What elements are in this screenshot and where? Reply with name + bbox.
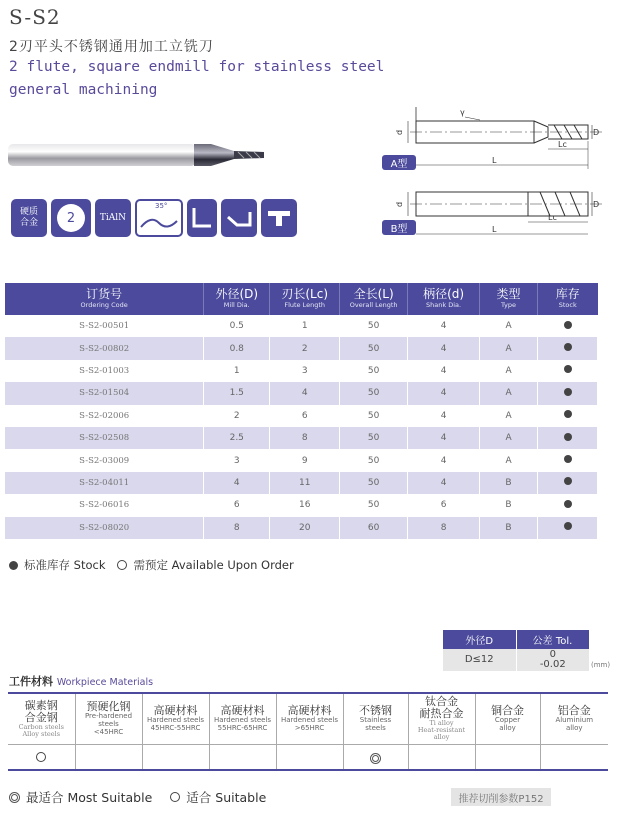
stock-dot-icon: [564, 522, 572, 530]
cell-shank-dia: 6: [408, 494, 480, 516]
material-suitability: [8, 744, 75, 770]
suitability-legend: [9, 788, 266, 806]
material-name-cn: 铝合金: [557, 704, 591, 718]
material-name-cn: 碳素钢 合金钢: [24, 698, 58, 724]
cell-mill-dia: 1.5: [204, 382, 270, 404]
cell-overall-length: 50: [340, 382, 408, 404]
stock-dot-icon: [564, 410, 572, 418]
diagram-b-D: D: [593, 200, 600, 209]
cell-type: A: [480, 427, 538, 449]
cell-type: A: [480, 360, 538, 382]
square-end-icon: [187, 199, 217, 237]
cell-ordering-code: S-S2-06016: [5, 494, 204, 516]
material-name-cn: 高硬材料: [287, 704, 332, 718]
tol-header-dia: 外径D: [443, 630, 516, 649]
cell-shank-dia: 4: [408, 360, 480, 382]
material-name-cn: 不锈钢: [359, 704, 392, 718]
cell-ordering-code: S-S2-02508: [5, 427, 204, 449]
cell-overall-length: 50: [340, 337, 408, 359]
material-suitability: [142, 744, 209, 770]
most-suitable-circle-icon: [370, 753, 381, 764]
diagram-a-L: L: [492, 156, 497, 165]
table-row: [5, 360, 598, 382]
cell-flute-length: 8: [270, 427, 340, 449]
tolerance-table: [443, 630, 590, 671]
material-name-en: Pre-hardened steels <45HRC: [84, 712, 133, 736]
cell-stock: [538, 449, 598, 471]
material-name-en: Hardened steels 45HRC-55HRC: [146, 716, 205, 732]
product-name-en-line1: 2 flute, square endmill for stainless steel: [9, 59, 385, 75]
hollow-circle-icon: [117, 560, 127, 570]
material-suitability: [343, 744, 408, 770]
material-suitability: [540, 744, 608, 770]
material-header: [209, 693, 276, 744]
tol-upper: 0: [549, 649, 556, 660]
coating-icon: [95, 199, 131, 237]
cell-type: A: [480, 405, 538, 427]
table-row: [5, 427, 598, 449]
tol-dia-value: D≤12: [443, 649, 516, 671]
cell-flute-length: 11: [270, 472, 340, 494]
header-ordering-code: 订货号 Ordering Code: [5, 283, 204, 315]
material-suitability: [408, 744, 475, 770]
cell-flute-length: 20: [270, 517, 340, 539]
material-name-cn: 高硬材料: [153, 704, 198, 718]
carbide-label-2: 合金: [19, 218, 38, 228]
cell-overall-length: 50: [340, 427, 408, 449]
material-suitability: [475, 744, 540, 770]
material-header: [540, 693, 608, 744]
material-header: [142, 693, 209, 744]
cell-stock: [538, 405, 598, 427]
cell-shank-dia: 4: [408, 315, 480, 337]
cell-mill-dia: 0.5: [204, 315, 270, 337]
cell-mill-dia: 2: [204, 405, 270, 427]
cell-flute-length: 16: [270, 494, 340, 516]
material-name-en: Ti alloy Heat-resistant alloy: [417, 719, 466, 742]
cell-mill-dia: 0.8: [204, 337, 270, 359]
material-header: [475, 693, 540, 744]
cell-shank-dia: 4: [408, 427, 480, 449]
material-name-en: Stainless steels: [359, 716, 392, 732]
stock-dot-icon: [564, 343, 572, 351]
legend-upon-order: 需预定 Available Upon Order: [133, 558, 294, 572]
product-name-cn: 2刃平头不锈钢通用加工立铣刀: [9, 39, 214, 55]
cell-mill-dia: 4: [204, 472, 270, 494]
cell-ordering-code: S-S2-03009: [5, 449, 204, 471]
suitable-circle-icon: [36, 752, 46, 762]
material-name-en: Hardened steels >65HRC: [280, 716, 339, 732]
diagram-a-d: d: [395, 129, 404, 135]
side-milling-icon: [221, 199, 257, 237]
legend-most-suitable: 最适合 Most Suitable: [26, 790, 153, 805]
slotting-icon: [261, 199, 297, 237]
cell-ordering-code: S-S2-00501: [5, 315, 204, 337]
diagram-a-D: D: [593, 128, 600, 137]
cell-flute-length: 2: [270, 337, 340, 359]
legend-suitable: 适合 Suitable: [186, 790, 267, 805]
cell-shank-dia: 4: [408, 382, 480, 404]
cell-mill-dia: 6: [204, 494, 270, 516]
table-row: [5, 315, 598, 337]
material-name-cn: 高硬材料: [220, 704, 265, 718]
header-type: 类型 Type: [480, 283, 538, 315]
material-name-cn: 铜合金: [491, 704, 524, 718]
cell-stock: [538, 337, 598, 359]
cell-flute-length: 6: [270, 405, 340, 427]
cell-overall-length: 60: [340, 517, 408, 539]
material-suitability: [209, 744, 276, 770]
cell-type: B: [480, 517, 538, 539]
single-circle-icon: [170, 792, 180, 802]
filled-dot-icon: [9, 561, 18, 570]
diagram-b-L: L: [492, 225, 497, 234]
material-suitability: [75, 744, 142, 770]
helix-angle-label: 35°: [155, 202, 168, 210]
cell-ordering-code: S-S2-02006: [5, 405, 204, 427]
cell-type: B: [480, 494, 538, 516]
cell-type: A: [480, 315, 538, 337]
cell-mill-dia: 1: [204, 360, 270, 382]
cell-stock: [538, 427, 598, 449]
stock-dot-icon: [564, 455, 572, 463]
header-mill-dia: 外径(D) Mill Dia.: [204, 283, 270, 315]
header-shank-dia: 柄径(d) Shank Dia.: [408, 283, 480, 315]
material-suitability: [276, 744, 343, 770]
stock-dot-icon: [564, 477, 572, 485]
carbide-label-1: 硬质: [19, 207, 38, 218]
cell-mill-dia: 8: [204, 517, 270, 539]
cell-type: A: [480, 382, 538, 404]
tol-value: [516, 649, 589, 671]
cutting-params-reference: 推荐切削参数P152: [451, 788, 551, 806]
material-header: [8, 693, 75, 744]
cell-flute-length: 1: [270, 315, 340, 337]
type-a-label: A型: [382, 155, 416, 170]
diagram-type-a: [390, 105, 612, 175]
table-row: [5, 405, 598, 427]
cell-shank-dia: 4: [408, 472, 480, 494]
cell-stock: [538, 472, 598, 494]
cell-flute-length: 4: [270, 382, 340, 404]
cell-ordering-code: S-S2-01003: [5, 360, 204, 382]
tol-unit: (mm): [591, 661, 611, 669]
helix-angle-icon: [135, 199, 183, 237]
cell-ordering-code: S-S2-08020: [5, 517, 204, 539]
table-row: [5, 382, 598, 404]
cell-stock: [538, 360, 598, 382]
cell-overall-length: 50: [340, 405, 408, 427]
material-header: [408, 693, 475, 744]
endmill-photo: [6, 138, 268, 172]
product-code: S-S2: [9, 5, 61, 29]
header-flute-length: 刃长(Lc) Flute Length: [270, 283, 340, 315]
material-name-cn: 钛合金 耐热合金: [419, 695, 464, 721]
cell-mill-dia: 3: [204, 449, 270, 471]
carbide-icon: [11, 199, 47, 237]
cell-shank-dia: 8: [408, 517, 480, 539]
product-name-en-line2: general machining: [9, 82, 158, 98]
diagram-a-Lc: Lc: [558, 140, 567, 149]
cell-overall-length: 50: [340, 449, 408, 471]
type-b-label: B型: [382, 220, 416, 235]
material-header: [343, 693, 408, 744]
flute-count-icon: [51, 199, 91, 237]
cell-mill-dia: 2.5: [204, 427, 270, 449]
table-header-row: [5, 283, 598, 315]
cell-overall-length: 50: [340, 360, 408, 382]
coating-label: TiAlN: [99, 213, 127, 223]
diagram-a-gamma: γ: [460, 108, 465, 117]
cell-overall-length: 50: [340, 315, 408, 337]
diagram-b-d: d: [395, 201, 404, 207]
material-name-en: Carbon steels Alloy steels: [18, 722, 64, 738]
tol-header-tol: 公差 Tol.: [516, 630, 589, 649]
stock-dot-icon: [564, 365, 572, 373]
cell-overall-length: 50: [340, 494, 408, 516]
cell-flute-length: 9: [270, 449, 340, 471]
material-header: [75, 693, 142, 744]
stock-dot-icon: [564, 500, 572, 508]
cell-shank-dia: 4: [408, 449, 480, 471]
cell-shank-dia: 4: [408, 405, 480, 427]
material-name-en: Aluminium alloy: [555, 716, 594, 732]
cell-ordering-code: S-S2-04011: [5, 472, 204, 494]
cell-stock: [538, 494, 598, 516]
cell-overall-length: 50: [340, 472, 408, 494]
cell-ordering-code: S-S2-01504: [5, 382, 204, 404]
diagram-type-b: [390, 182, 612, 242]
tol-lower: -0.02: [539, 659, 566, 670]
cell-stock: [538, 315, 598, 337]
header-overall-length: 全长(L) Overall Length: [340, 283, 408, 315]
cell-type: A: [480, 449, 538, 471]
table-row: [5, 517, 598, 539]
material-header: [276, 693, 343, 744]
stock-dot-icon: [564, 433, 572, 441]
cell-stock: [538, 517, 598, 539]
legend-standard-stock: 标准库存 Stock: [24, 558, 106, 572]
material-name-en: Hardened steels 55HRC-65HRC: [213, 716, 272, 732]
cell-ordering-code: S-S2-00802: [5, 337, 204, 359]
table-row: [5, 472, 598, 494]
stock-legend: [9, 557, 294, 573]
cell-flute-length: 3: [270, 360, 340, 382]
table-row: [5, 449, 598, 471]
cell-type: B: [480, 472, 538, 494]
stock-dot-icon: [564, 388, 572, 396]
double-circle-icon: [9, 792, 20, 803]
table-row: [5, 337, 598, 359]
cell-type: A: [480, 337, 538, 359]
materials-table: [8, 692, 608, 771]
material-name-cn: 预硬化钢: [86, 700, 131, 714]
material-name-en: Copper alloy: [494, 716, 521, 732]
stock-dot-icon: [564, 321, 572, 329]
materials-title: 工件材料 Workpiece Materials: [9, 675, 154, 688]
table-row: [5, 494, 598, 516]
ordering-table: [5, 283, 598, 539]
header-stock: 库存 Stock: [538, 283, 598, 315]
cell-stock: [538, 382, 598, 404]
cell-shank-dia: 4: [408, 337, 480, 359]
diagram-b-Lc: Lc: [548, 213, 557, 222]
flute-count-label: 2: [57, 204, 85, 232]
